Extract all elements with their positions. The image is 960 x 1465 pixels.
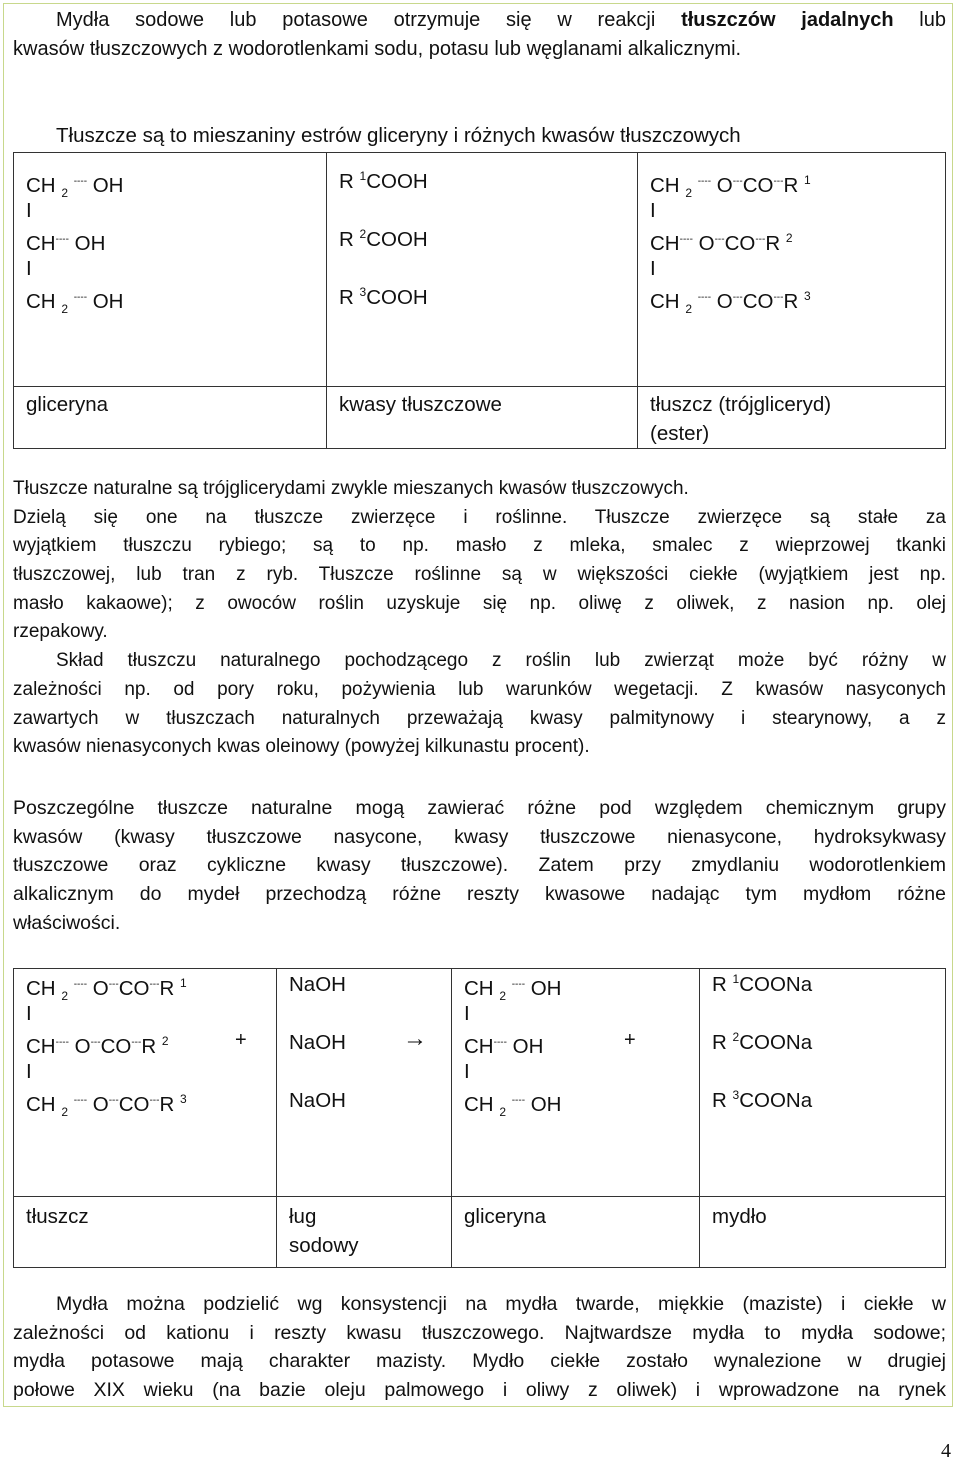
- fatty-acid-groups-paragraph: Poszczególne tłuszcze naturalne mogą zawierać różne pod względem chemicznym grupy kwasów (kwasy tłuszczowe nasycone, kwasy tłuszczowe nienasycone, hydroksykwasy tłuszczowe oraz cykliczne kwasy tłuszczowe). Zatem przy zmydlaniu wodorotlenkiem alkalicznym do mydeł przechodzą różne reszty kwasowe nadając tym mydłom różne właściwości.: [13, 797, 946, 934]
- fat-label-cell: tłuszcz (trójgliceryd) (ester): [638, 387, 946, 449]
- intro-line-1: Mydła sodowe lub potasowe otrzymuje się w reakcji tłuszczów jadalnych lub: [56, 9, 946, 31]
- glycerol-product-cell: CH $_2$ ---- OH I CH---- OH I CH $_2$ ---- OH +: [452, 969, 700, 1197]
- lye-label-cell: ług sodowy: [277, 1197, 452, 1268]
- intro-line-2: kwasów tłuszczowych z wodorotlenkami sodu, potasu lub węglanami alkalicznymi.: [13, 37, 742, 60]
- fatty-acids-cell: R $^1$COOH R $^2$COOH R $^3$COOH: [327, 153, 638, 387]
- glycerol-label-cell-2: gliceryna: [452, 1197, 700, 1268]
- saponification-table: [13, 968, 946, 1268]
- esterification-table: [13, 152, 946, 449]
- intro-paragraph: [13, 6, 946, 63]
- reaction-arrow: →: [403, 1025, 427, 1052]
- glycerol-label-cell: gliceryna: [14, 387, 327, 449]
- page-number: 4: [941, 1440, 951, 1462]
- soap-types-paragraph: Mydła można podzielić wg konsystencji na mydła twarde, miękkie (maziste) i ciekłe w zależności od kationu i reszty kwasu tłuszczowego. Najtwardsze mydła to mydła sodowe; mydła potasowe mają charakter mazisty. Mydło ciekłe zostało wynalezione w drugiej połowe XIX wieku (na bazie oleju palmowego i oliwy z oliwek) i wprowadzone na rynek: [13, 1293, 946, 1402]
- acids-label-cell: kwasy tłuszczowe: [327, 387, 638, 449]
- glycerol-cell: CH $_2$ ---- OH I CH---- OH I CH $_2$ ---- OH: [14, 153, 327, 387]
- fat-label-cell-2: tłuszcz: [14, 1197, 277, 1268]
- plus-sign-1: +: [235, 1029, 247, 1051]
- soap-cell: R $^1$COONa R $^2$COONa R $^3$COONa: [700, 969, 946, 1197]
- fat-formula-cell: CH $_2$ ---- O---CO---R $^1$ I CH---- O---CO---R $^2$ I CH $_2$ ---- O---CO---R $^3$ +: [14, 969, 277, 1197]
- triglyceride-cell: CH $_2$ ---- O---CO---R $^1$ I CH---- O---CO---R $^2$ I CH $_2$ ---- O---CO---R $^3$: [638, 153, 946, 387]
- natural-fats-paragraph: Tłuszcze naturalne są trójglicerydami zwykle mieszanych kwasów tłuszczowych. Dzielą się one na tłuszcze zwierzęce i roślinne. Tłuszcze zwierzęce są stałe za wyjątkiem tłuszczu rybiego; są to np. masło z mleka, smalec z wieprzowej tkanki tłuszczowej, lub tran z ryb. Tłuszcze roślinne są w większości ciekłe (wyjątkiem jest np. masło kakaowe); z owoców roślin uzyskuje się np. oliwę z oliwek, z nasion np. olej rzepakowy. Skład tłuszczu naturalnego pochodzącego z roślin lub zwierząt może być różny w zależności np. od pory roku, pożywienia lub warunków wegetacji. Z kwasów nasyconych zawartych w tłuszczach naturalnych przeważają kwasy palmitynowy i stearynowy, a z kwasów nienasyconych kwas oleinowy (powyżej kilkunastu procent).: [13, 478, 946, 758]
- fats-heading: Tłuszcze są to mieszaniny estrów gliceryny i różnych kwasów tłuszczowych: [56, 124, 741, 147]
- soap-label-cell: mydło: [700, 1197, 946, 1268]
- plus-sign-2: +: [624, 1029, 636, 1051]
- naoh-cell: NaOH NaOH NaOH →: [277, 969, 452, 1197]
